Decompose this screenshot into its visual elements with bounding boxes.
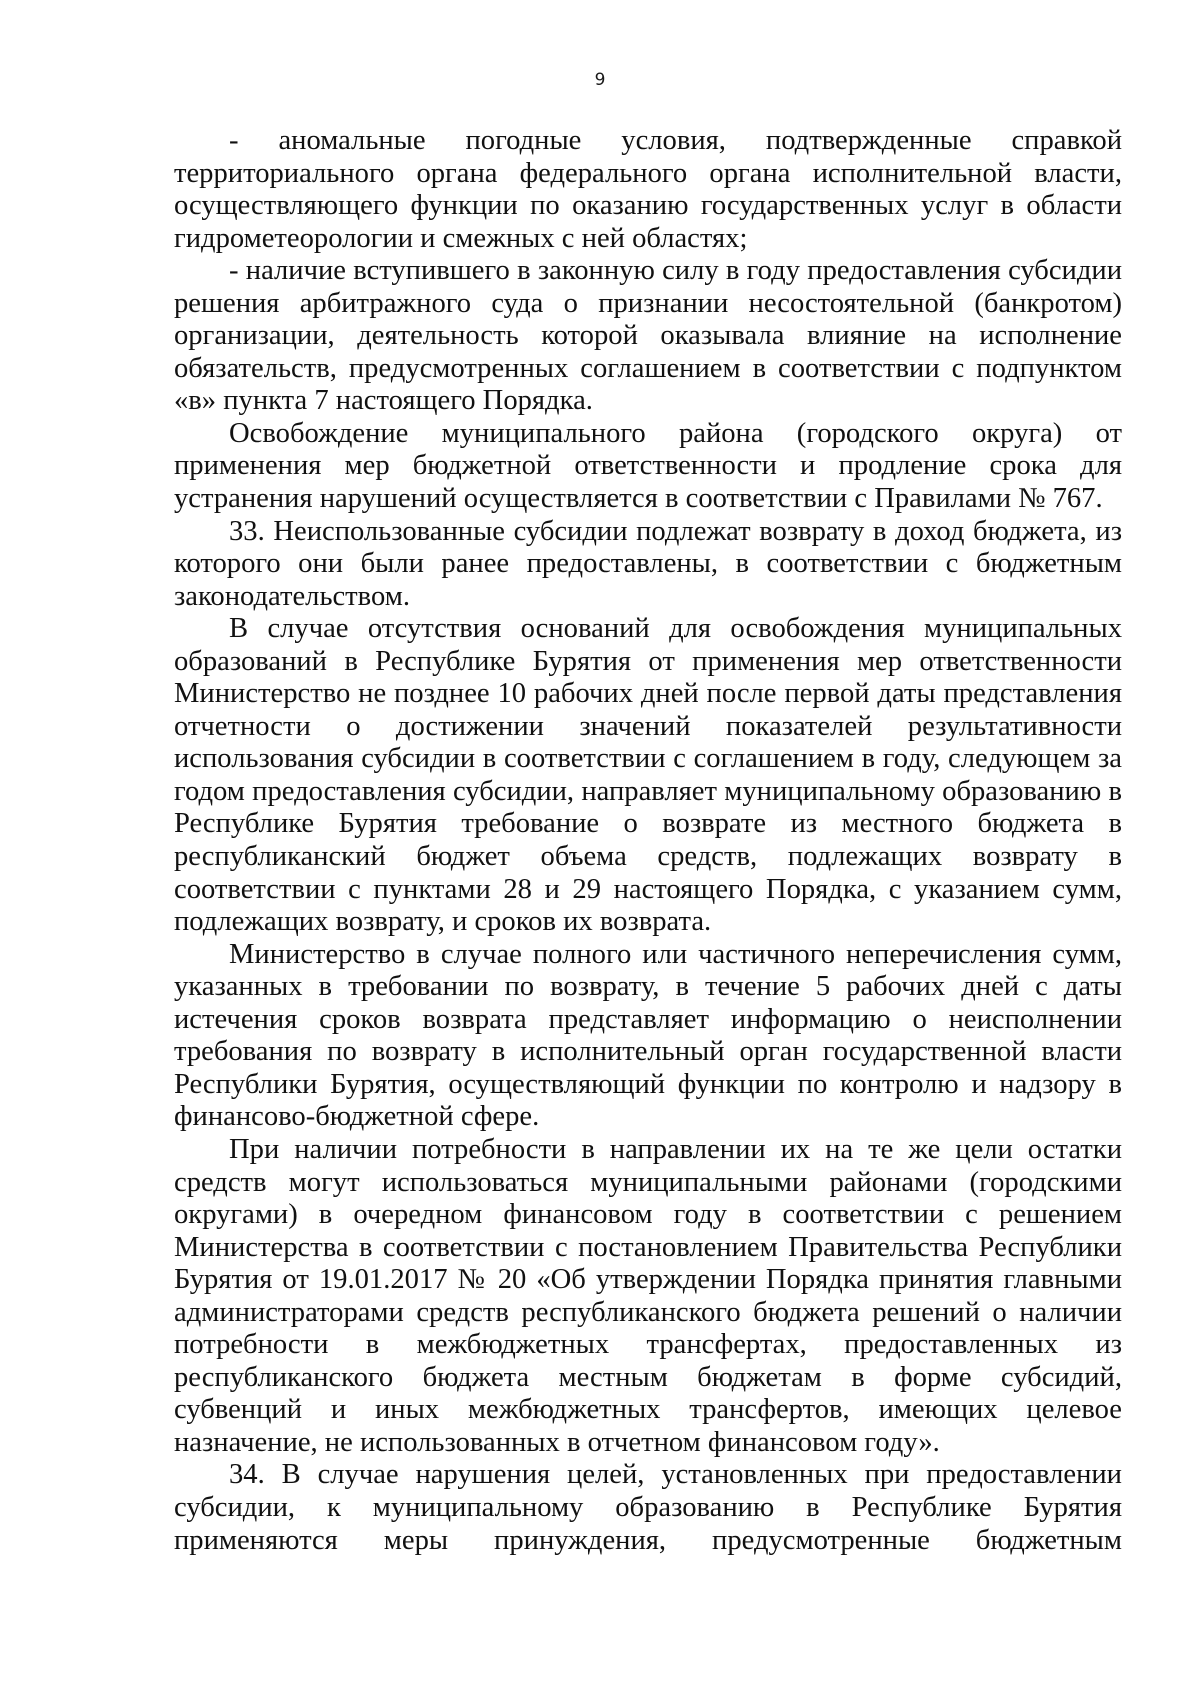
- text-line: Бурятия от 19.01.2017 № 20 «Об утверждении Порядка принятия главными: [174, 1264, 1122, 1296]
- text-line: В случае отсутствия оснований для освобождения муниципальных: [229, 613, 1122, 645]
- paragraph-exemption: [174, 418, 1122, 516]
- text-line: устранения нарушений осуществляется в соответствии с Правилами № 767.: [174, 483, 1103, 515]
- text-line: Республике Бурятия требование о возврате из местного бюджета в: [174, 808, 1122, 840]
- page-number: 9: [594, 70, 606, 90]
- text-line: республиканский бюджет объема средств, подлежащих возврату в: [174, 841, 1122, 873]
- text-line: требования по возврату в исполнительный орган государственной власти: [174, 1036, 1122, 1068]
- text-line: округами) в очередном финансовом году в соответствии с решением: [174, 1199, 1122, 1231]
- paragraph-ministry-notification: [174, 939, 1122, 1134]
- text-line: Министерство не позднее 10 рабочих дней после первой даты представления: [174, 678, 1122, 710]
- text-line: Министерство в случае полного или частичного неперечисления сумм,: [229, 938, 1122, 970]
- text-line: Республики Бурятия, осуществляющий функции по контролю и надзору в: [174, 1068, 1122, 1100]
- text-line: субвенций и иных межбюджетных трансфертов, имеющих целевое: [174, 1394, 1122, 1426]
- paragraph-remaining-funds: [174, 1134, 1122, 1459]
- text-line: осуществляющего функции по оказанию государственных услуг в области: [174, 190, 1122, 222]
- paragraph-item-33: [174, 516, 1122, 614]
- text-line: потребности в межбюджетных трансфертах, предоставленных из: [174, 1329, 1122, 1361]
- text-line: применения мер бюджетной ответственности и продление срока для: [174, 450, 1122, 482]
- text-line: законодательством.: [174, 580, 410, 612]
- text-line: гидрометеорологии и смежных с ней областях;: [174, 222, 748, 254]
- text-line: Министерства в соответствии с постановлением Правительства Республики: [174, 1231, 1122, 1263]
- text-line: организации, деятельность которой оказывала влияние на исполнение: [174, 320, 1122, 352]
- text-line: отчетности о достижении значений показателей результативности: [174, 710, 1122, 742]
- text-line: республиканского бюджета местным бюджетам в форме субсидий,: [174, 1361, 1122, 1393]
- text-line: 34. В случае нарушения целей, установленных при предоставлении: [229, 1459, 1122, 1491]
- text-line: подлежащих возврату, и сроков их возврата.: [174, 906, 712, 938]
- text-line: - наличие вступившего в законную силу в году предоставления субсидии: [229, 255, 1122, 287]
- text-line: средств могут использоваться муниципальными районами (городскими: [174, 1166, 1122, 1198]
- text-line: Освобождение муниципального района (городского округа) от: [229, 417, 1122, 449]
- text-line: территориального органа федерального органа исполнительной власти,: [174, 157, 1122, 189]
- text-line: указанных в требовании по возврату, в течение 5 рабочих дней с даты: [174, 971, 1122, 1003]
- text-line: финансово-бюджетной сфере.: [174, 1101, 540, 1133]
- paragraph-refund-demand: [174, 613, 1122, 938]
- text-line: применяются меры принуждения, предусмотренные бюджетным: [174, 1524, 1122, 1556]
- text-line: При наличии потребности в направлении их на те же цели остатки: [229, 1133, 1122, 1165]
- paragraph-arbitration-decision: [174, 255, 1122, 418]
- text-line: - аномальные погодные условия, подтвержденные справкой: [229, 125, 1122, 156]
- text-line: которого они были ранее предоставлены, в соответствии с бюджетным: [174, 548, 1122, 580]
- text-line: образований в Республике Бурятия от применения мер ответственности: [174, 645, 1122, 677]
- text-line: обязательств, предусмотренных соглашением в соответствии с подпунктом: [174, 352, 1122, 384]
- text-line: назначение, не использованных в отчетном финансовом году».: [174, 1426, 940, 1458]
- paragraph-item-34: [174, 1459, 1122, 1557]
- document-body: [174, 125, 1122, 1557]
- paragraph-anomalous-weather: [174, 125, 1122, 255]
- text-line: 33. Неиспользованные субсидии подлежат возврату в доход бюджета, из: [229, 515, 1122, 547]
- text-line: использования субсидии в соответствии с соглашением в году, следующем за: [174, 743, 1122, 775]
- text-line: годом предоставления субсидии, направляет муниципальному образованию в: [174, 775, 1122, 807]
- text-line: решения арбитражного суда о признании несостоятельной (банкротом): [174, 287, 1122, 319]
- text-line: администраторами средств республиканского бюджета решений о наличии: [174, 1296, 1122, 1328]
- text-line: субсидии, к муниципальному образованию в Республике Бурятия: [174, 1491, 1122, 1523]
- text-line: истечения сроков возврата представляет информацию о неисполнении: [174, 1003, 1122, 1035]
- text-line: «в» пункта 7 настоящего Порядка.: [174, 385, 593, 417]
- text-line: соответствии с пунктами 28 и 29 настоящего Порядка, с указанием сумм,: [174, 873, 1122, 905]
